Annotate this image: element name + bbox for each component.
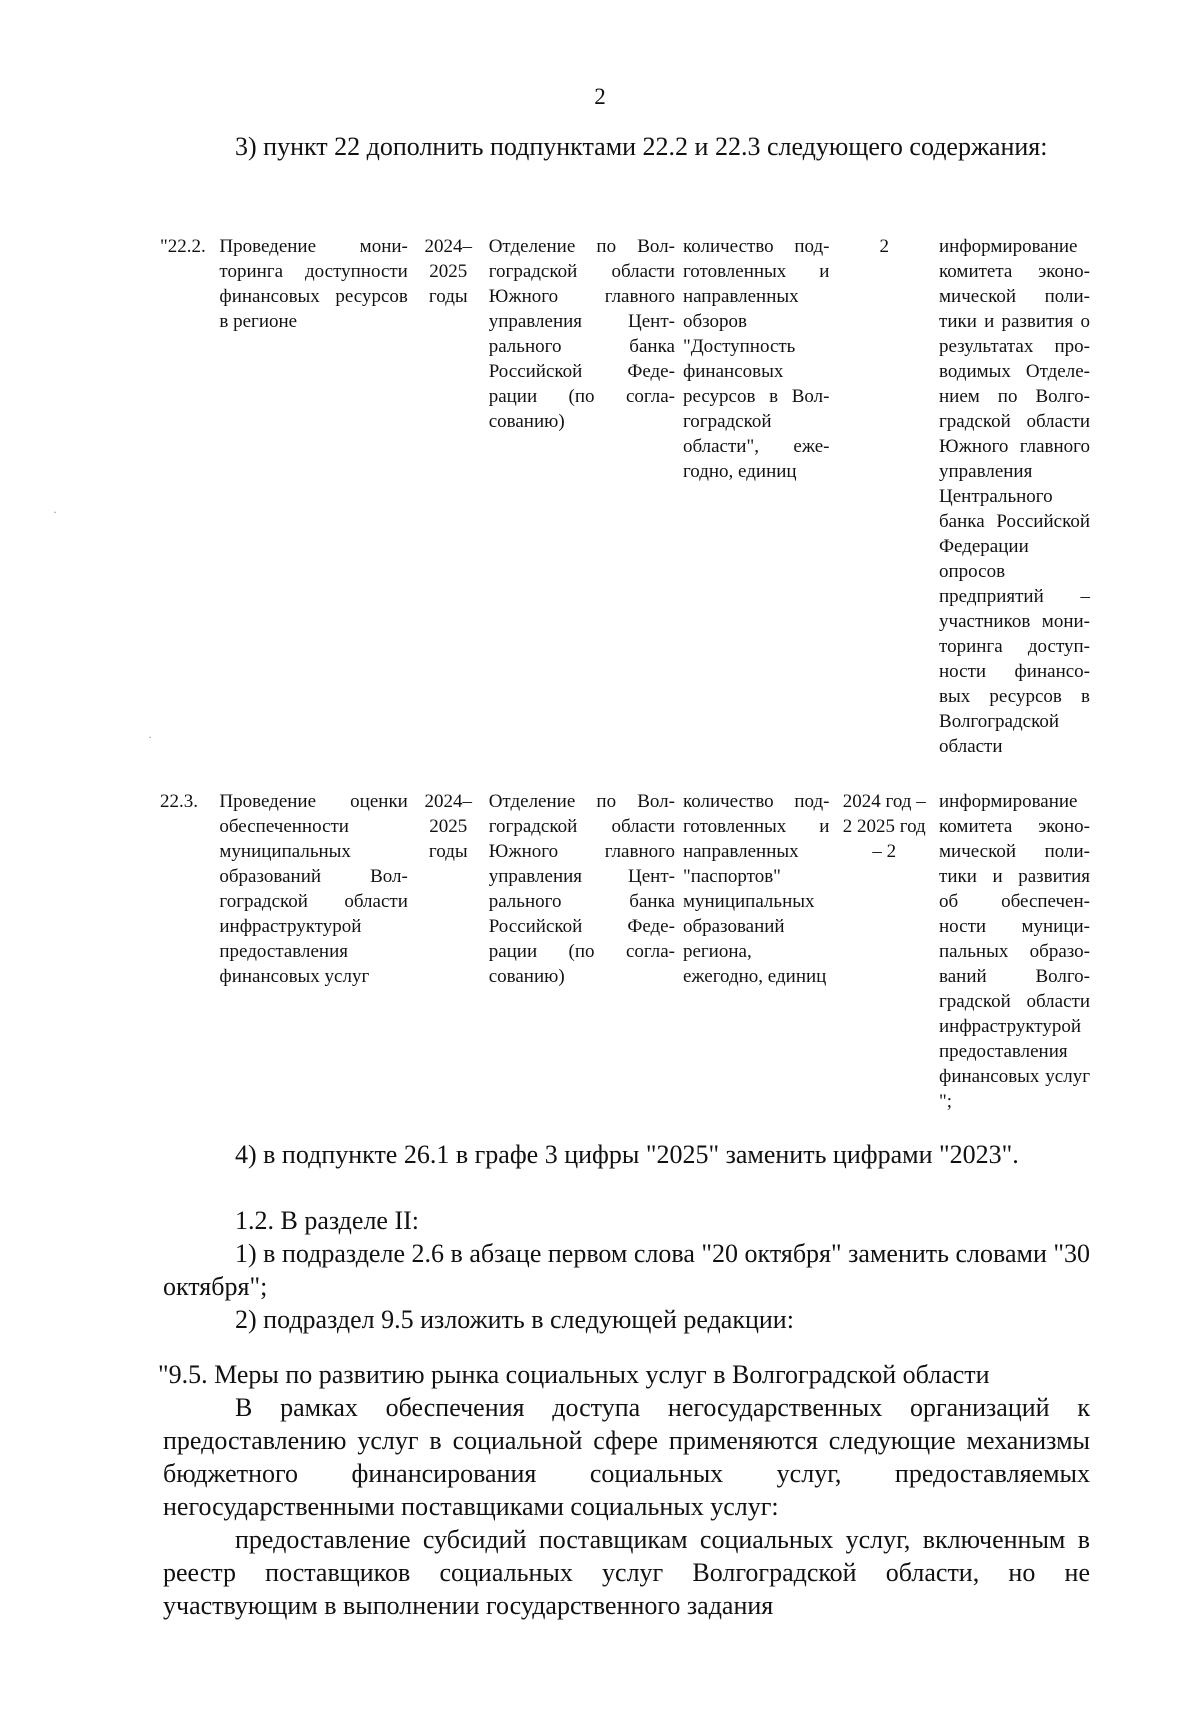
- measure-value: 2024 год – 2 2025 год – 2: [842, 791, 926, 862]
- body-paragraph-1: В рамках обеспечения доступа негосударственных организаций к предоставлению услуг в социальной сфере применяются следующие механизмы бюджетного финансирования социальных услуг, предоставляемых негосударственными поставщиками социальных услуг:: [163, 1393, 1090, 1521]
- section-heading: "9.5. Меры по развитию рынка социальных услуг в Волгоградской области: [158, 1360, 990, 1389]
- measure-executor: Отделение по Волгоградской области Южного главного управления Центрального банка Российской Федерации (по согласованию): [488, 236, 675, 432]
- row-number: "22.2.: [160, 236, 206, 257]
- measure-years: 2024–2025 годы: [424, 236, 473, 307]
- measures-table: [158, 234, 1094, 1114]
- paragraph-item-2: 2) подраздел 9.5 изложить в следующей редакции:: [235, 1305, 794, 1334]
- measure-indicator: количество подготовленных и направленных "паспортов" муниципальных образований региона, ежегодно, единиц: [682, 791, 830, 987]
- intro-paragraph: 3) пункт 22 дополнить подпунктами 22.2 и 22.3 следующего содержания:: [235, 132, 1048, 161]
- paragraph-item-1: 1) в подразделе 2.6 в абзаце первом слова "20 октября" заменить словами "30 октября";: [163, 1239, 1090, 1301]
- table-row: [158, 789, 1094, 1114]
- paragraph-section-1-2: 1.2. В разделе II:: [235, 1206, 420, 1235]
- measure-value: 2: [879, 236, 889, 257]
- measure-indicator: количество подготовленных и направленных обзоров "Доступность финансовых ресурсов в Волгоградской области", ежегодно, единиц: [682, 236, 830, 482]
- scan-mark: ·: [53, 505, 57, 519]
- paragraph-item-4: 4) в подпункте 26.1 в графе 3 цифры "2025" заменить цифрами "2023".: [235, 1140, 1019, 1169]
- measure-name: Проведение оценки обеспеченности муниципальных образований Волгоградской области инфраструктурой предоставления финансовых услуг: [219, 791, 408, 987]
- page-number: 2: [594, 84, 606, 109]
- measure-executor: Отделение по Волгоградской области Южного главного управления Центрального банка Российской Федерации (по согласованию): [488, 791, 675, 987]
- measure-years: 2024–2025 годы: [424, 791, 473, 862]
- table-row: [158, 234, 1094, 789]
- scan-mark: ·: [148, 730, 152, 744]
- measure-name: Проведение мониторинга доступности финансовых ресурсов в регионе: [219, 236, 408, 332]
- measure-result: информирование комитета экономической политики и развития об обеспеченности муниципальных образований Волгоградской области инфраструктурой предоставления финансовых услуг ";: [939, 791, 1090, 1112]
- body-paragraph-2: предоставление субсидий поставщикам социальных услуг, включенным в реестр поставщиков социальных услуг Волгоградской области, но не участвующим в выполнении государственного задания: [163, 1525, 1090, 1620]
- row-number: 22.3.: [160, 791, 198, 812]
- measure-result: информирование комитета экономической политики и развития о результатах проводимых Отделением по Волгоградской области Южного главного управления Центрального банка Российской Федерации опросов предприятий – участников мониторинга доступности финансовых ресурсов в Волгоградской области: [939, 236, 1090, 757]
